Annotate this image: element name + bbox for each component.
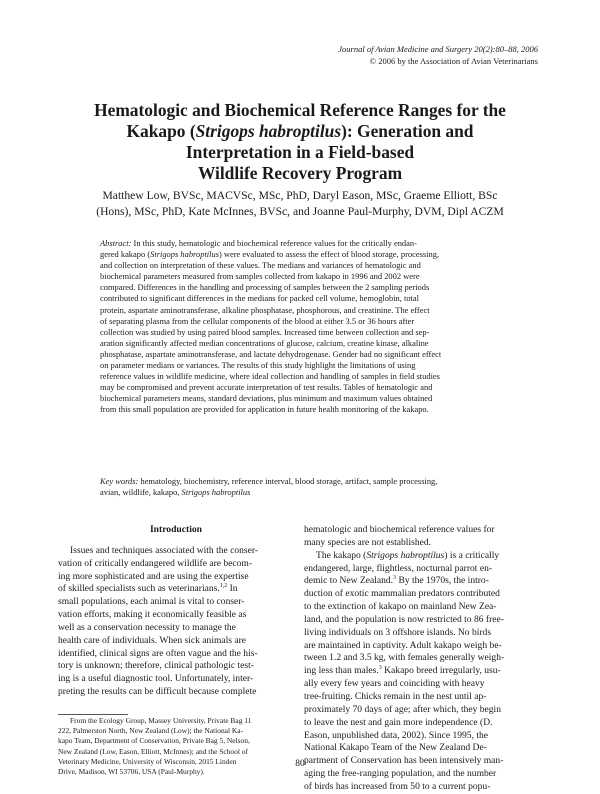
- keywords-line: avian, wildlife, kakapo, Strigops habroptilus: [100, 487, 251, 498]
- body-line: ing less than males.$^3$ Kakapo breed irregularly, usu-: [304, 665, 501, 677]
- abstract-line: collection was studied by using paired blood samples. Increased time between collection and sep-: [100, 326, 430, 337]
- body-line: of birds has increased from 50 to a current popu-: [304, 780, 491, 792]
- abstract-line: gered kakapo (Strigops habroptilus) were evaluated to assess the effect of blood storage, processing,: [100, 249, 440, 260]
- abstract-line: contributed to significant differences in the medians for packed cell volume, hemoglobin, total: [100, 293, 419, 304]
- abstract-line: from this small population are provided for application in future health monitoring of the kakapo.: [100, 404, 429, 415]
- body-line: to leave the nest and gain more independence (D.: [304, 716, 493, 728]
- title-line: Interpretation in a Field-based: [185, 142, 415, 162]
- copyright-line: © 2006 by the Association of Avian Veterinarians: [369, 55, 538, 66]
- author-line: (Hons), MSc, PhD, Kate McInnes, BVSc, and Joanne Paul-Murphy, DVM, Dipl ACZM: [96, 205, 504, 218]
- abstract-line: on parameter medians or variances. The results of this study highlight the limitations of using: [100, 360, 416, 371]
- footnote-line: New Zealand (Low, Eason, Elliott, McInnes); and the School of: [58, 746, 248, 756]
- abstract-label: Abstract:: [100, 238, 132, 248]
- right-column: [304, 524, 540, 794]
- article-title: [40, 100, 560, 184]
- body-line: aging the free-ranging population, and the number: [304, 768, 497, 780]
- body-line: Eason, unpublished data, 2002). Since 1995, the: [304, 729, 489, 741]
- body-line: hematologic and biochemical reference values for: [304, 524, 495, 535]
- body-line: endangered, large, flightless, nocturnal parrot en-: [304, 562, 493, 574]
- footnote-line: Veterinary Medicine, University of Wisconsin, 2015 Linden: [58, 756, 237, 766]
- body-line: well as a conservation necessity to manage the: [58, 621, 236, 633]
- abstract-line: compared. Differences in the handling and processing of samples between the 2 sampling periods: [100, 282, 430, 293]
- author-list: [50, 188, 550, 220]
- body-line: duction of exotic mammalian predators contributed: [304, 588, 500, 600]
- body-line: vation efforts, making it economically feasible as: [58, 609, 247, 621]
- title-line: Hematologic and Biochemical Reference Ranges for the: [94, 100, 506, 120]
- abstract-line: may be compromised and prevent accurate interpretation of test results. Tables of hematologic and: [100, 382, 433, 393]
- body-line: vation of critically endangered wildlife are becom-: [58, 557, 253, 569]
- footnote-line: 222, Palmerston North, New Zealand (Low); the National Ka-: [58, 726, 244, 736]
- body-line: tree-fruiting. Chicks remain in the nest until ap-: [304, 690, 487, 702]
- body-line: Issues and techniques associated with the conser-: [70, 544, 259, 556]
- body-line: health care of individuals. When sick animals are: [58, 634, 247, 646]
- body-line: living individuals on 3 offshore islands. No birds: [304, 626, 492, 638]
- body-line: preting the results can be difficult because complete: [58, 686, 257, 698]
- journal-header: [338, 44, 538, 67]
- introduction-heading: Introduction: [149, 524, 203, 535]
- left-column: [58, 524, 294, 699]
- footnote-line: From the Ecology Group, Massey University, Private Bag 11: [70, 716, 252, 725]
- abstract-line: and collection on interpretation of these values. The medians and variances of hematologic and: [100, 260, 421, 271]
- body-line: identified, clinical signs are often vague and the his-: [58, 647, 258, 659]
- body-line: ing is a useful diagnostic tool. Unfortunately, inter-: [58, 673, 254, 685]
- body-line: to the extinction of kakapo on mainland New Zea-: [304, 601, 497, 613]
- body-line: land, and the population is now restricted to 86 free-: [304, 613, 504, 625]
- footnote-rule: [58, 714, 128, 715]
- footnote-line: kapo Team, Department of Conservation, Private Bag 5, Nelson,: [58, 736, 250, 746]
- abstract-line: protein, aspartate aminotransferase, alkaline phosphatase, phosphorous, and creatinine. The effect: [100, 304, 430, 315]
- body-line: of skilled specialists such as veterinarians.$^{1,2}$ In: [58, 583, 238, 595]
- page-number: 80: [295, 759, 305, 769]
- abstract-line: Abstract: In this study, hematologic and biochemical reference values for the critically endan-: [100, 238, 417, 248]
- body-line: National Kakapo Team of the New Zealand De-: [304, 742, 487, 754]
- body-line: ing more sophisticated and are using the expertise: [58, 570, 249, 582]
- footnote-line: Drive, Madison, WI 53706, USA (Paul-Murphy).: [58, 767, 205, 777]
- abstract: [100, 238, 520, 416]
- keywords-line: Key words: hematology, biochemistry, reference interval, blood storage, artifact, sample processing,: [100, 476, 438, 486]
- abstract-line: reference values in wildlife medicine, where ideal collection and handling of samples in field studies: [100, 371, 440, 382]
- journal-citation: Journal of Avian Medicine and Surgery 20(2):80–88, 2006: [338, 44, 538, 54]
- body-line: small populations, each animal is vital to conser-: [58, 596, 245, 608]
- abstract-line: aration significantly affected median concentrations of glucose, calcium, creatine kinase, alkaline: [100, 337, 429, 348]
- abstract-line: biochemical parameters means, standard deviations, plus minimum and maximum values obtained: [100, 393, 433, 404]
- keywords-label: Key words:: [100, 476, 139, 486]
- body-line: tween 1.2 and 3.5 kg, with females generally weigh-: [304, 652, 505, 664]
- body-line: are maintained in captivity. Adult kakapo weigh be-: [304, 639, 502, 651]
- title-line: Kakapo (Strigops habroptilus): Generation and: [126, 121, 474, 141]
- abstract-line: phosphatase, aspartate aminotransferase, and lactate dehydrogenase. Gender had no significant effect: [100, 348, 442, 359]
- body-line: ally every few years and coinciding with heavy: [304, 678, 485, 690]
- body-line: many species are not established.: [304, 536, 431, 548]
- abstract-line: biochemical parameters measured from samples collected from kakapo in 1996 and 2002 were: [100, 271, 420, 282]
- author-line: Matthew Low, BVSc, MACVSc, MSc, PhD, Daryl Eason, MSc, Graeme Elliott, BSc: [102, 189, 498, 202]
- body-line: The kakapo (Strigops habroptilus) is a critically: [316, 549, 500, 561]
- body-line: proximately 70 days of age; after which, they begin: [304, 703, 501, 715]
- body-line: demic to New Zealand.$^3$ By the 1970s, the intro-: [304, 575, 489, 587]
- abstract-line: of separating plasma from the cellular components of the blood at either 3.5 or 36 hours after: [100, 315, 415, 326]
- body-line: tory is unknown; therefore, clinical pathologic test-: [58, 660, 254, 672]
- title-line: Wildlife Recovery Program: [197, 163, 403, 183]
- body-line: partment of Conservation has been intensively man-: [304, 755, 504, 767]
- keywords: [100, 476, 520, 498]
